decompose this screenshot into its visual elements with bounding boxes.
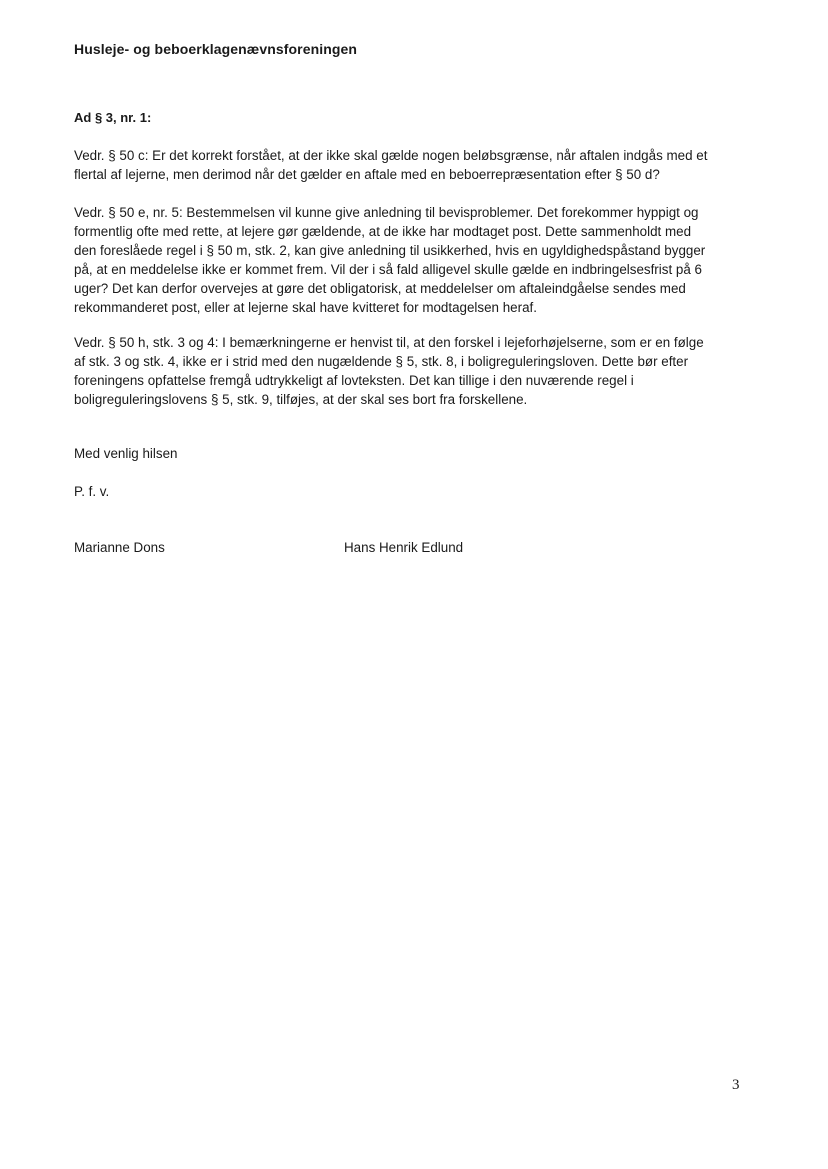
page-number: 3 <box>732 1077 740 1093</box>
signatory-name: Hans Henrik Edlund <box>344 540 464 555</box>
paragraph-50e: Vedr. § 50 e, nr. 5: Bestemmelsen vil kunne give anledning til bevisproblemer. Det forekommer hyppigt og formentlig ofte med rette, at lejere gør gældende, at de ikke har modtaget post. Dette sammenholdt med den foreslåede regel i § 50 m, stk. 2, kan give anledning til usikkerhed, hvis en ugyldighedspåstand bygger på, at en meddelelse ikke er kommet frem. Vil der i så fald alligevel skulle gælde en indbringelsesfrist på 6 uger? Det kan derfor overvejes at gøre det obligatorisk, at meddelelser om aftaleindgåelse sendes med rekommanderet post, eller at lejerne skal have kvitteret for modtagelsen heraf. <box>74 205 706 315</box>
organization-header: Husleje- og beboerklagenævnsforeningen <box>74 41 358 57</box>
on-behalf-of: P. f. v. <box>74 484 110 499</box>
paragraph-50h: Vedr. § 50 h, stk. 3 og 4: I bemærkningerne er henvist til, at den forskel i lejeforhøjelserne, som er en følge af stk. 3 og stk. 4, ikke er i strid med den nugældende § 5, stk. 8, i boligreguleringsloven. Dette bør efter foreningens opfattelse fremgå udtrykkeligt af lovteksten. Det kan tillige i den nuværende regel i boligreguleringslovens § 5, stk. 9, tilføjes, at der skal ses bort fra forskellene. <box>74 335 704 407</box>
paragraph-50c: Vedr. § 50 c: Er det korrekt forstået, at der ikke skal gælde nogen beløbsgrænse, når aftalen indgås med et flertal af lejerne, men derimod når det gælder en aftale med en beboerrepræsentation efter § 50 d? <box>74 148 708 182</box>
signatory-name: Marianne Dons <box>74 540 165 555</box>
closing-greeting: Med venlig hilsen <box>74 446 178 461</box>
section-heading: Ad § 3, nr. 1: <box>74 110 152 125</box>
